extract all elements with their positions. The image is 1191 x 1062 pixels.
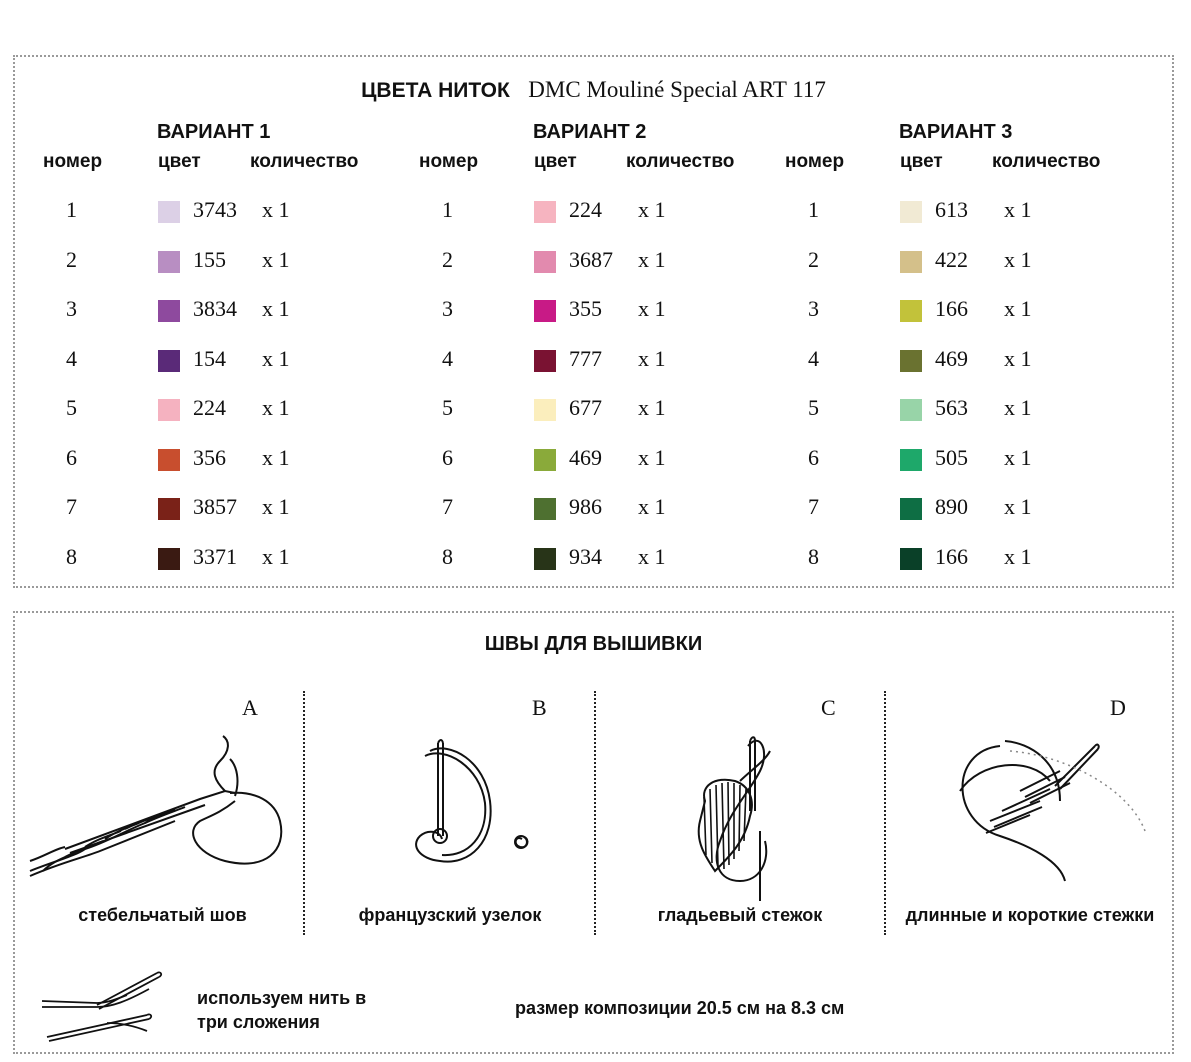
thread-row: [785, 296, 1145, 326]
thread-row: [419, 544, 779, 574]
thread-row: [43, 445, 403, 475]
dmc-color-code: 224: [193, 395, 226, 420]
thread-row: [419, 197, 779, 227]
thread-number: 2: [808, 246, 819, 272]
column-header-number: номер: [43, 151, 103, 172]
thread-number: 6: [66, 444, 77, 470]
thread-number: 5: [808, 395, 819, 420]
stitch-letter: B: [532, 695, 547, 720]
thread-strands-note-line2: три сложения: [197, 1012, 320, 1032]
thread-quantity: x 1: [262, 444, 290, 470]
dmc-color-code: 166: [935, 296, 968, 321]
thread-quantity: x 1: [262, 345, 290, 371]
thread-quantity: x 1: [1004, 246, 1032, 272]
color-swatch: [534, 498, 556, 520]
stitches-title: ШВЫ ДЛЯ ВЫШИВКИ: [484, 633, 703, 655]
thread-number: 8: [66, 543, 77, 569]
color-swatch: [158, 548, 180, 570]
thread-quantity: x 1: [638, 444, 666, 470]
thread-quantity: x 1: [638, 296, 666, 321]
thread-quantity: x 1: [1004, 296, 1032, 321]
thread-quantity: x 1: [1004, 444, 1032, 470]
stem-stitch-icon: [25, 731, 300, 901]
composition-size-note: размер композиции 20.5 см на 8.3 см: [515, 998, 845, 1018]
thread-strands-note: [197, 986, 366, 1034]
thread-row: [43, 296, 403, 326]
thread-variant-2: [419, 117, 779, 577]
thread-row: [43, 494, 403, 524]
thread-quantity: x 1: [638, 543, 666, 569]
thread-quantity: x 1: [1004, 197, 1032, 222]
three-strands-needle-icon: [37, 965, 167, 1045]
thread-row: [43, 346, 403, 376]
thread-number: 7: [66, 494, 77, 519]
thread-row: [785, 395, 1145, 425]
thread-number: 1: [808, 197, 819, 222]
column-header-color: цвет: [534, 151, 577, 172]
thread-row: [419, 296, 779, 326]
dmc-color-code: 422: [935, 246, 968, 272]
dmc-color-code: 777: [569, 345, 602, 371]
thread-colors-heading: [15, 77, 1172, 103]
column-header-color: цвет: [900, 151, 943, 172]
thread-quantity: x 1: [638, 395, 666, 420]
color-swatch: [158, 350, 180, 372]
color-swatch: [534, 399, 556, 421]
thread-number: 4: [66, 345, 77, 371]
thread-quantity: x 1: [638, 494, 666, 519]
thread-row: [419, 346, 779, 376]
stitch-label: французский узелок: [358, 905, 542, 925]
thread-number: 8: [808, 543, 819, 569]
thread-number: 7: [442, 494, 453, 519]
color-swatch: [900, 350, 922, 372]
thread-quantity: x 1: [638, 246, 666, 272]
thread-number: 4: [442, 345, 453, 371]
thread-row: [43, 544, 403, 574]
stitch-label: гладьевый стежок: [657, 905, 823, 925]
stitch-letter: C: [821, 695, 836, 720]
thread-row: [785, 346, 1145, 376]
thread-number: 1: [442, 197, 453, 222]
french-knot-icon: [310, 731, 590, 901]
column-header-quantity: количество: [250, 151, 359, 172]
thread-quantity: x 1: [262, 543, 290, 569]
thread-number: 2: [66, 246, 77, 272]
color-swatch: [900, 201, 922, 223]
stitch-b: [310, 691, 590, 936]
color-swatch: [158, 449, 180, 471]
dmc-color-code: 469: [569, 444, 602, 470]
dmc-color-code: 613: [935, 197, 968, 222]
thread-quantity: x 1: [1004, 395, 1032, 420]
thread-quantity: x 1: [262, 494, 290, 519]
color-swatch: [534, 548, 556, 570]
dmc-color-code: 166: [935, 543, 968, 569]
dmc-color-code: 505: [935, 444, 968, 470]
column-header-color: цвет: [158, 151, 201, 172]
color-swatch: [158, 399, 180, 421]
color-swatch: [158, 498, 180, 520]
column-header-number: номер: [785, 151, 845, 172]
stitch-d: [890, 691, 1170, 936]
color-swatch: [534, 300, 556, 322]
thread-row: [785, 247, 1145, 277]
dmc-color-code: 986: [569, 494, 602, 519]
thread-number: 3: [808, 296, 819, 321]
stitch-label: длинные и короткие стежки: [905, 905, 1155, 925]
color-swatch: [900, 498, 922, 520]
color-swatch: [158, 251, 180, 273]
thread-row: [785, 445, 1145, 475]
long-short-stitch-icon: [890, 731, 1170, 901]
thread-quantity: x 1: [1004, 543, 1032, 569]
thread-number: 6: [808, 444, 819, 470]
dmc-color-code: 890: [935, 494, 968, 519]
variant-title: ВАРИАНТ 3: [899, 121, 1013, 143]
thread-quantity: x 1: [1004, 494, 1032, 519]
stitches-panel: [13, 611, 1174, 1054]
column-header-quantity: количество: [992, 151, 1101, 172]
stitch-divider: [884, 691, 886, 935]
color-swatch: [534, 201, 556, 223]
thread-number: 3: [66, 296, 77, 321]
thread-number: 7: [808, 494, 819, 519]
color-swatch: [900, 449, 922, 471]
dmc-color-code: 355: [569, 296, 602, 321]
thread-row: [785, 197, 1145, 227]
thread-row: [785, 494, 1145, 524]
thread-number: 5: [442, 395, 453, 420]
thread-row: [419, 395, 779, 425]
color-swatch: [900, 548, 922, 570]
thread-colors-panel: [13, 55, 1174, 588]
dmc-color-code: 155: [193, 246, 226, 272]
thread-number: 3: [442, 296, 453, 321]
thread-quantity: x 1: [262, 395, 290, 420]
thread-row: [43, 247, 403, 277]
color-swatch: [900, 399, 922, 421]
dmc-color-code: 3743: [193, 197, 237, 222]
thread-number: 6: [442, 444, 453, 470]
thread-number: 4: [808, 345, 819, 371]
thread-row: [43, 395, 403, 425]
thread-row: [419, 247, 779, 277]
thread-row: [419, 445, 779, 475]
thread-colors-title: ЦВЕТА НИТОК: [361, 79, 510, 102]
dmc-color-code: 356: [193, 444, 226, 470]
dmc-color-code: 3371: [193, 543, 237, 569]
dmc-color-code: 563: [935, 395, 968, 420]
thread-number: 2: [442, 246, 453, 272]
thread-quantity: x 1: [262, 296, 290, 321]
thread-variant-3: [785, 117, 1145, 577]
color-swatch: [900, 300, 922, 322]
thread-row: [785, 544, 1145, 574]
variant-title: ВАРИАНТ 2: [533, 121, 647, 143]
thread-quantity: x 1: [262, 246, 290, 272]
dmc-color-code: 3857: [193, 494, 237, 519]
variant-title: ВАРИАНТ 1: [157, 121, 271, 143]
thread-quantity: x 1: [638, 197, 666, 222]
thread-brand: DMC Mouliné Special ART 117: [528, 77, 826, 102]
dmc-color-code: 934: [569, 543, 602, 569]
thread-quantity: x 1: [638, 345, 666, 371]
satin-stitch-icon: [600, 731, 880, 901]
stitch-label: стебельчатый шов: [78, 905, 247, 925]
color-swatch: [158, 300, 180, 322]
thread-variant-1: [43, 117, 403, 577]
thread-number: 5: [66, 395, 77, 420]
color-swatch: [534, 251, 556, 273]
dmc-color-code: 469: [935, 345, 968, 371]
stitch-c: [600, 691, 880, 936]
dmc-color-code: 154: [193, 345, 226, 371]
dmc-color-code: 224: [569, 197, 602, 222]
column-header-quantity: количество: [626, 151, 735, 172]
thread-row: [419, 494, 779, 524]
thread-number: 1: [66, 197, 77, 222]
column-header-number: номер: [419, 151, 479, 172]
stitch-letter: A: [242, 695, 258, 720]
stitch-divider: [594, 691, 596, 935]
color-swatch: [534, 449, 556, 471]
color-swatch: [158, 201, 180, 223]
color-swatch: [900, 251, 922, 273]
thread-quantity: x 1: [1004, 345, 1032, 371]
stitch-letter: D: [1110, 695, 1126, 720]
thread-number: 8: [442, 543, 453, 569]
thread-row: [43, 197, 403, 227]
stitch-a: [25, 691, 300, 936]
stitch-divider: [303, 691, 305, 935]
color-swatch: [534, 350, 556, 372]
dmc-color-code: 3834: [193, 296, 237, 321]
dmc-color-code: 3687: [569, 246, 613, 272]
dmc-color-code: 677: [569, 395, 602, 420]
thread-strands-note-line1: используем нить в: [197, 988, 367, 1008]
thread-quantity: x 1: [262, 197, 290, 222]
